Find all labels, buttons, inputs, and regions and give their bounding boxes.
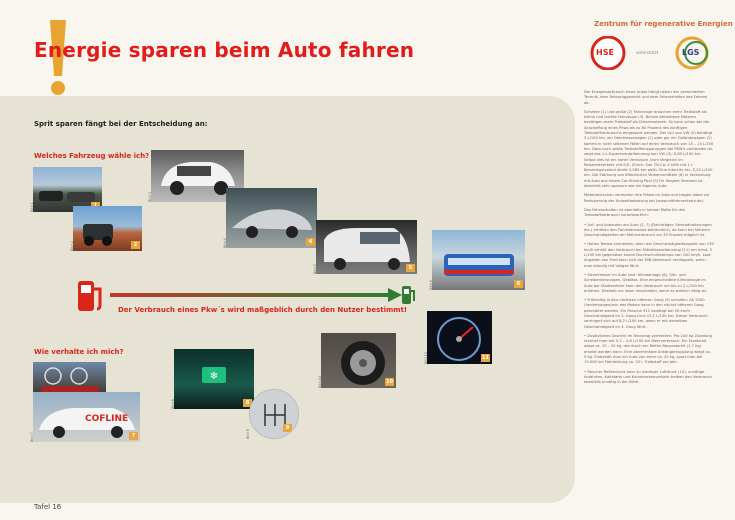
photo-offroad-suv (73, 206, 142, 251)
photo-caption: Bild 10 (318, 375, 322, 388)
sidebar-paragraph: Mitteldeutschen vermieten ihre Plätze im Auto und tragen dabei zur Reduzierung der Umweltbelastung bei (www.mitfahrzentrale.de). (584, 193, 710, 203)
photo-tram (432, 230, 525, 290)
page-title: Energie sparen beim Auto fahren (34, 38, 415, 62)
photo-number-badge: 7 (129, 432, 138, 440)
sidebar-body-text (584, 90, 714, 390)
photo-caption: Bild 4 (223, 238, 227, 248)
svg-text:❄: ❄ (209, 371, 219, 382)
photo-number-badge: 8 (243, 399, 252, 407)
lgs-logo-text: LGS (682, 48, 700, 57)
photo-number-badge: 6 (514, 280, 523, 288)
photo-experimental-car (226, 188, 317, 248)
photo-gear-shift (249, 389, 299, 439)
photo-tire (321, 333, 396, 388)
sidebar-paragraph: • Zusätzliches Gewicht im Fahrzeug vermeiden: Pro 100 kg Zuladung rechnet man mit 0,3 – 0,6 L/100 km Mehrverbrauch. Ein Ersatzrad wiegt ca. 15 – 20 kg, das durch ein Reifen-Reparaturkit (1,7 kg) ersetzt werden kann. Eine abnehmbare Anhängerkupplung wiegt ca. 5 kg. Einbehält man ein Auto von einer ca. 25 kg, spart man bei 15.000 km Fahrleistung ca. 25 L Treibstoff pro Jahr. (584, 333, 712, 365)
photo-caption: Bild 3 (148, 192, 152, 202)
photo-caption: Bild 1 (30, 202, 34, 212)
fuel-pump-icon (75, 279, 105, 313)
sidebar-header: Zentrum für regenerative Energien (594, 20, 733, 28)
sidebar-paragraph: Der Energieverbrauch eines Autos hängt neben der verwendeten Technik, dem Fahrzeuggewicht und dem Fahrverhalten des Fahrers ab. (584, 90, 708, 105)
photo-caption: Bild 7 (30, 432, 34, 442)
photo-number-badge: 9 (283, 424, 292, 432)
question-vehicle: Welches Fahrzeug wähle ich? (34, 152, 150, 160)
photo-carsharing-van (316, 220, 417, 274)
sidebar-paragraph: • Stromfresser im Auto sind: Klimaanlage (8), Sitz- und Scheibenheizungen, Gebläse. Eine eingeschaltete Klimaanlage im Auto bei Stadtverkehr kann den Verbrauch um bis zu 2 L/100 km erhöhen. Deshalb nur dann einschalten, wenn es wirklich nötig ist. (584, 272, 708, 293)
photo-speedometer (427, 311, 492, 364)
photo-air-conditioning (174, 349, 254, 409)
photo-number-badge: 2 (131, 241, 140, 249)
sidebar-paragraph: • Hohes Tempo vermeiden, denn der Geschwindigkeitsaspekt von 130 km/h erhöht den Verbrauch bei Mittelklassefahrzeug (11) um mind. 3 L/100 km gegenüber einem Durchschnittstempo von 100 km/h. Laut Angaben von Ford kann sich der DIN-Verbrauch verdoppeln, wenn man ständig mit Vollgas fährt. (584, 242, 714, 268)
photo-caption: Bild 11 (424, 351, 428, 364)
section-subheading: Sprit sparen fängt bei der Entscheidung an: (34, 120, 208, 128)
photo-caption: Bild 9 (246, 429, 250, 439)
photo-caption: Bild 5 (313, 264, 317, 274)
sidebar-paragraph: Schwere (1) und große (2) Fahrzeuge brauchen mehr Treibstoff als kleine und leichte Fahrzeuge (3). Benzin-betriebene Motoren benötigen mehr Treibstoff als Dieselmotoren. So kann schon bei der Anschaffung eines Pkws bis zu 80 Prozent des künftigen Treibstoffverbrauchs eingespart werden. Der Up! von VW (5) benötigt 3 L/100 km, ein Oberklassewagen (1) oder gar ein Geländewagen (2) kommt in nicht seltenen Fällen auf einen Verbrauch von 15 – 15 L/100 km. Dass noch große Treibstoffeinsparungen bei PKW's vorhanden ist, zeigt das 1-L-Experimentalfahrzeug von VW (4): 0,89 L/100 km. Selbst dies ist ein hoher Verbrauch (zum Vergleich im Reisendeverkehr mit ICE: Zürich: Der ÖV-Ca: 0 kWh mit 1 L Benzinäquivalent direkt 0,085 km weit). Eine Intercity etc. 0,02 L/100 km. Die Stärkung von öffentlichen Verkehrsmitteln (6) in Verbindung mit Auto aus einem Car-Sharing Pool (5) für längere Strecken ist ebenfalls sehr sparsam wie ein eigenes Auto. (584, 109, 714, 189)
fuel-pump-small-icon (400, 285, 416, 305)
sidebar-paragraph: • Frühzeitig in den nächsten höheren Gang (9) schalten: Ab 2000 Umdrehungen/min des Motors kann in den nächst höheren Gang geschaltet werden. Ein Porsche 911 benötigt bei 50 km/h Geschwindigkeit im 2. Gang circa 15,1 L/100 km, Dieser Verbrauch verringert sich auf 8,2 L/100 km, wenn er mit derselben Geschwindigkeit im 4. Gang fährt. (584, 298, 708, 329)
sidebar-paragraph: • Auf- und Anbauten am Auto (2, 7) (Dachträger, Fahrradhalterungen etc.) erhöhen den Fahrwiderstand beträchtlich, da kann bei höheren Geschwindigkeiten ein Mehrverbrauch um 30 Prozent möglich ist. (584, 222, 712, 238)
photo-caption: Bild 8 (171, 399, 175, 409)
supported-label: unterstützt (636, 50, 659, 55)
photo-number-badge: 4 (306, 238, 315, 246)
board-number: Tafel 16 (34, 503, 62, 511)
photo-number-badge: 10 (386, 379, 393, 385)
question-behavior: Wie verhalte ich mich? (34, 348, 124, 356)
arrow-caption: Der Verbrauch eines Pkw´s wird maßgeblich durch den Nutzer bestimmt! (118, 306, 408, 314)
photo-advertising-car (33, 392, 140, 442)
photo-caption: Bild 2 (70, 241, 74, 251)
photo-caption: Bild 6 (429, 280, 433, 290)
car-sign-text: COFLINE (85, 414, 129, 424)
consumption-arrow (110, 288, 410, 302)
hse-logo-text: HSE (596, 48, 614, 57)
sidebar-paragraph: Das Fahrverhalten ist ebenfalls in hohem Maße für den Treibstoffverbrauch verantwortlich: (584, 207, 686, 218)
photo-number-badge: 11 (482, 355, 489, 361)
sidebar-paragraph: • Falscher Reifendruck oder zu niedriger Luftdruck (10), unnötige Anfahrten, Kaltstarts und Kurzstreckenverkehr treiben den Verbrauch ebenfalls unnötig in die Höhe. (584, 369, 712, 385)
photo-number-badge: 5 (406, 264, 415, 272)
